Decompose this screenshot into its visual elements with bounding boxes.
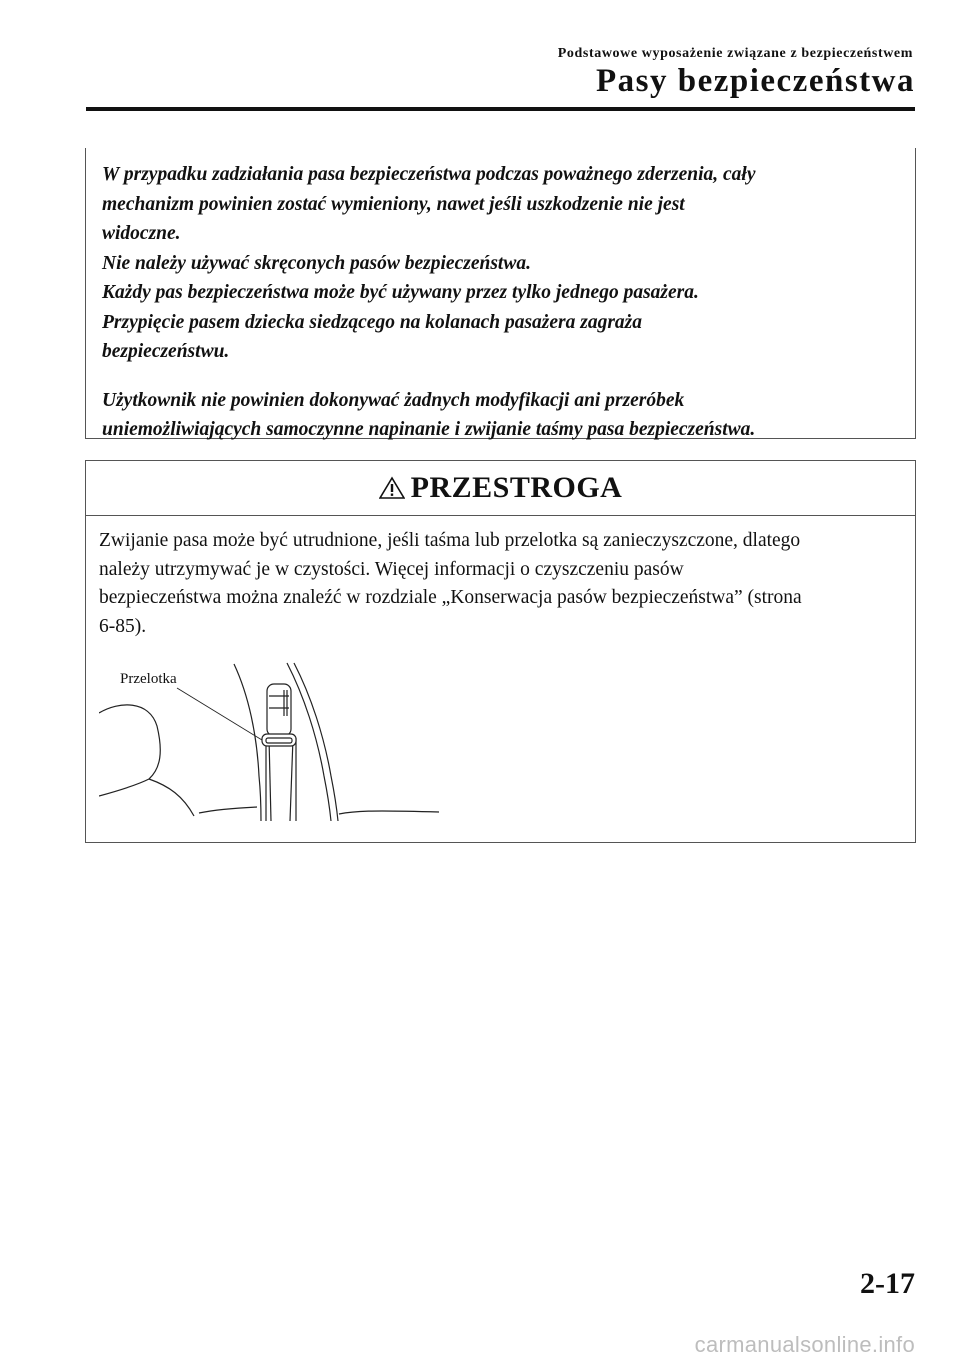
header-section: Podstawowe wyposażenie związane z bezpieczeństwem bbox=[557, 46, 913, 61]
caution-line: należy utrzymywać je w czystości. Więcej informacji o czyszczeniu pasów bbox=[99, 558, 684, 580]
warning-box bbox=[85, 148, 916, 439]
watermark: carmanualsonline.info bbox=[694, 1332, 915, 1357]
caution-header bbox=[86, 461, 915, 516]
warning-line: mechanizm powinien zostać wymieniony, nawet jeśli uszkodzenie nie jest bbox=[102, 193, 685, 215]
caution-text bbox=[99, 527, 903, 641]
warning-line: widoczne. bbox=[102, 223, 181, 244]
warning-line: Przypięcie pasem dziecka siedzącego na kolanach pasażera zagraża bbox=[102, 311, 643, 333]
caution-title: PRZESTROGA bbox=[410, 471, 623, 504]
caution-box bbox=[85, 460, 916, 843]
caution-line: 6-85). bbox=[99, 615, 147, 637]
caution-line: bezpieczeństwa można znaleźć w rozdziale „Konserwacja pasów bezpieczeństwa” (strona bbox=[99, 587, 802, 608]
warning-line: uniemożliwiających samoczynne napinanie i zwijanie taśmy pasa bezpieczeństwa. bbox=[102, 419, 756, 440]
warning-line: W przypadku zadziałania pasa bezpieczeństwa podczas poważnego zderzenia, cały bbox=[102, 164, 756, 185]
page-number: 2-17 bbox=[860, 1267, 915, 1300]
figure-label-przelotka: Przelotka bbox=[120, 671, 177, 687]
warning-line: bezpieczeństwu. bbox=[102, 341, 230, 362]
warning-line: Każdy pas bezpieczeństwa może być używany przez tylko jednego pasażera. bbox=[102, 282, 699, 303]
warning-line: Użytkownik nie powinien dokonywać żadnych modyfikacji ani przeróbek bbox=[102, 389, 685, 411]
page-title: Pasy bezpieczeństwa bbox=[595, 63, 915, 99]
seatbelt-guide-illustration bbox=[99, 656, 459, 836]
warning-text bbox=[102, 160, 903, 445]
header-divider bbox=[86, 107, 915, 111]
warning-triangle-icon bbox=[379, 476, 405, 500]
caution-line: Zwijanie pasa może być utrudnione, jeśli taśma lub przelotka są zanieczyszczone, dlatego bbox=[99, 530, 801, 551]
warning-line: Nie należy używać skręconych pasów bezpieczeństwa. bbox=[102, 252, 531, 274]
